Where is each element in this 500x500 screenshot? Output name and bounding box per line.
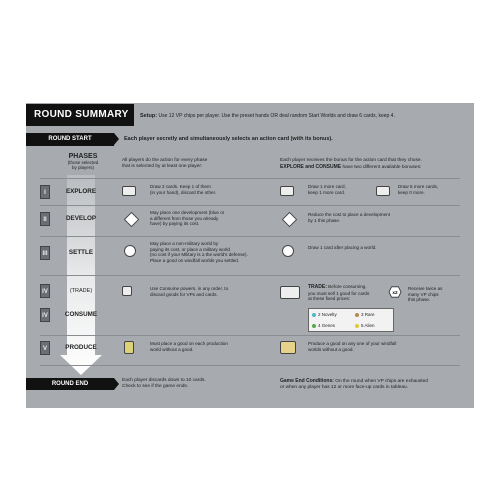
- develop-action-2: a different from those you already: [150, 215, 219, 221]
- explore-bonus-b-2: keep 0 more.: [398, 189, 425, 195]
- trade-line-1: Before consuming,: [328, 284, 367, 289]
- x2-line-3: this phase.: [408, 297, 431, 303]
- row-divider: [40, 275, 460, 276]
- phase-name-produce: PRODUCE: [65, 344, 97, 351]
- trade-line-3: at these fixed prices:: [308, 296, 351, 302]
- x2-line-1: Receive twice as: [408, 286, 443, 291]
- produce-action-1: Must place a good on each production: [150, 341, 228, 346]
- good-price: 5 Alien: [355, 323, 375, 328]
- explore-bonus-card-icon: [280, 186, 294, 196]
- explore-bonus-card-icon-2: [376, 186, 390, 196]
- phase-number-explore: I: [40, 185, 50, 199]
- x2-hexagon-icon: [388, 286, 402, 298]
- settle-action-2: paying its cost, or place a military world: [150, 246, 230, 252]
- produce-action-2: world without a good.: [150, 346, 194, 352]
- row-divider: [40, 335, 460, 336]
- explore-bonus-b-1: Draw 5 more cards,: [398, 184, 439, 189]
- all-players-header: [122, 158, 262, 170]
- settle-action-1: May place a non-military world by: [150, 241, 219, 246]
- settle-action-4: Place a good on windfall worlds you settled.: [150, 257, 240, 263]
- phase-number-develop: II: [40, 212, 50, 226]
- develop-bonus: [308, 212, 458, 223]
- all-players-line-1: All players do the action for every phase: [122, 158, 208, 163]
- x2-badge-text: x2: [392, 290, 398, 296]
- world-circle-icon: [124, 245, 136, 257]
- phase-number-consume: IV: [40, 308, 50, 322]
- round-end-left-2: Check to see if the game ends.: [122, 384, 189, 389]
- phase-number-trade: IV: [40, 284, 50, 298]
- develop-bonus-2: by 1 this phase.: [308, 217, 341, 223]
- develop-action-3: have) by paying its cost.: [150, 221, 200, 227]
- produce-bonus-1: Produce a good on any one of your windfall: [308, 341, 397, 346]
- row-divider: [40, 178, 460, 179]
- consume-action: [150, 286, 270, 297]
- settle-action-3: (no cost if your Military is ≥ the world's defense).: [150, 252, 248, 258]
- produce-bonus-2: worlds without a good.: [308, 346, 354, 352]
- bonus-line-1: Each player receives the bonus for the action card that they chose.: [280, 158, 422, 163]
- explore-action: [150, 184, 270, 195]
- trade-bonus: [308, 284, 380, 302]
- settle-bonus-world-icon: [282, 245, 294, 257]
- phases-sub-1: (those selected: [67, 160, 99, 165]
- goods-price-table: [308, 308, 394, 332]
- trade-cards-icon: [280, 286, 300, 299]
- phases-header: [56, 153, 110, 170]
- explore-bonus-a-1: Draw 1 more card,: [308, 184, 346, 189]
- round-end-arrow-tip: [114, 378, 119, 390]
- row-divider: [40, 205, 460, 206]
- good-price: 4 Genes: [312, 323, 335, 328]
- round-start-text: Each player secretly and simultaneously selects an action card (with its bonus).: [124, 136, 333, 142]
- genes-good-icon: [312, 324, 316, 328]
- phase-name-trade: (TRADE): [69, 288, 93, 294]
- phase-number-settle: III: [40, 246, 50, 260]
- all-players-line-2: that is selected by at least one player:: [122, 164, 203, 169]
- game-end-conditions: [280, 378, 470, 391]
- round-end-label: ROUND END: [26, 378, 114, 390]
- explore-bonus-a-2: keep 1 more card.: [308, 189, 346, 195]
- x2-bonus: [408, 286, 464, 303]
- production-world-icon: [124, 341, 134, 354]
- game-end-label: Game End Conditions:: [280, 378, 334, 384]
- phase-name-settle: SETTLE: [68, 249, 94, 256]
- develop-action: [150, 210, 272, 227]
- round-start-arrow-tip: [114, 133, 119, 145]
- phases-sub-2: by players): [71, 165, 94, 170]
- consume-card-icon: [122, 286, 132, 296]
- alien-good-icon: [355, 324, 359, 328]
- card-icon: [122, 186, 136, 196]
- explore-bonus-b: [398, 184, 460, 195]
- phase-name-develop: DEVELOP: [65, 215, 97, 222]
- develop-action-1: May place one development (blue or: [150, 210, 225, 215]
- trade-label: TRADE:: [308, 284, 327, 290]
- setup-label: Setup:: [140, 113, 158, 119]
- explore-action-1: Draw 2 cards. Keep 1 of them: [150, 184, 211, 189]
- setup-body: Use 12 VP chips per player. Use the preset hands OR deal random Start Worlds and draw 6 cards, keep 4.: [158, 113, 395, 119]
- phase-number-produce: V: [40, 341, 50, 355]
- round-end-left-1: Each player discards down to 10 cards.: [122, 378, 206, 383]
- rare-good-icon: [355, 313, 359, 317]
- good-price: 2 Novelty: [312, 312, 337, 317]
- bonus-line-2-rest: have two different available bonuses:: [341, 165, 422, 170]
- game-end-line-2: or when any player has 12 or more face-up cards in tableau.: [280, 385, 408, 390]
- good-price: 3 Rare: [355, 312, 375, 317]
- x2-line-2: many VP chips: [408, 291, 439, 297]
- phases-title: PHASES: [68, 153, 98, 160]
- phase-name-explore: EXPLORE: [65, 188, 97, 195]
- consume-action-1: Use Consume powers, in any order, to: [150, 286, 229, 291]
- round-summary-title: ROUND SUMMARY: [26, 104, 134, 126]
- settle-action: [150, 241, 278, 263]
- consume-action-2: discard goods for VPs and cards.: [150, 291, 218, 297]
- explore-action-2: (in your hand), discard the other.: [150, 189, 217, 195]
- explore-bonus-a: [308, 184, 368, 195]
- row-divider: [40, 365, 460, 366]
- round-start-label: ROUND START: [26, 133, 114, 146]
- bonus-line-2-bold: EXPLORE and CONSUME: [280, 164, 342, 170]
- phase-name-consume: CONSUME: [64, 311, 98, 318]
- produce-bonus: [308, 341, 458, 352]
- trade-line-2: you must sell 1 good for cards: [308, 290, 370, 296]
- novelty-good-icon: [312, 313, 316, 317]
- game-end-line-1: On the round when VP chips are exhausted: [335, 379, 428, 384]
- round-end-left: [122, 378, 272, 390]
- row-divider: [40, 236, 460, 237]
- produce-action: [150, 341, 276, 352]
- setup-text: [140, 113, 470, 119]
- settle-bonus-1: Draw 1 card after placing a world.: [308, 245, 377, 250]
- bonus-header: [280, 158, 470, 171]
- settle-bonus: [308, 245, 458, 251]
- windfall-world-icon: [280, 341, 296, 354]
- develop-bonus-1: Reduce the cost to place a development: [308, 212, 390, 217]
